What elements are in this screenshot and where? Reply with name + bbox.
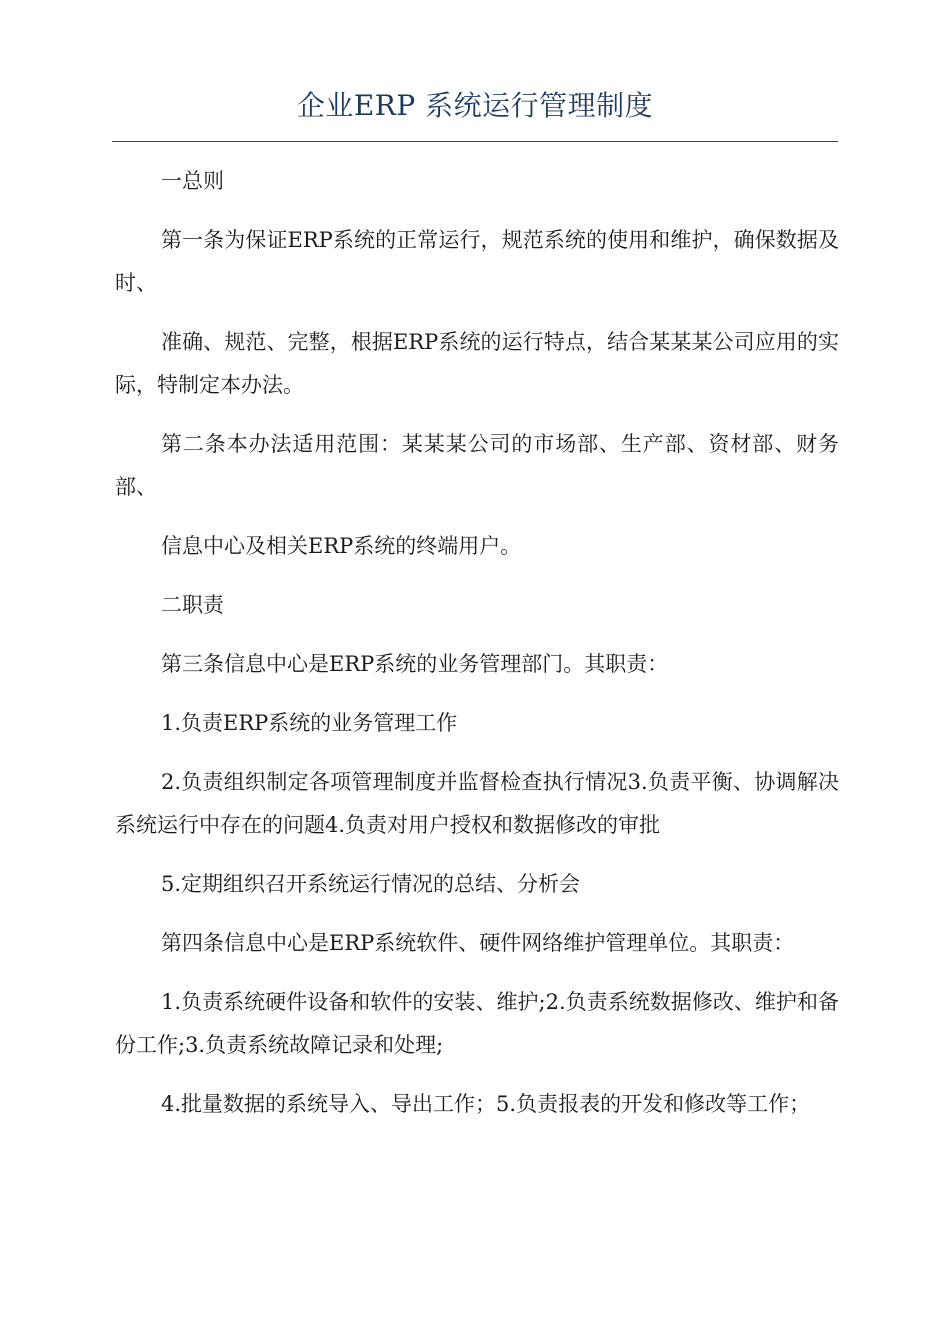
document-body <box>115 160 839 1142</box>
document-title: 企业ERP 系统运行管理制度 <box>296 89 654 122</box>
article-2-paragraph: 第二条本办法适用范围：某某某公司的市场部、生产部、资材部、财务部、 <box>115 432 839 499</box>
article-4-paragraph: 第四条信息中心是ERP系统软件、硬件网络维护管理单位。其职责： <box>161 931 795 955</box>
article-3-items-2-4: 2.负责组织制定各项管理制度并监督检查执行情况3.负责平衡、协调解决系统运行中存在的问题4.负责对用户授权和数据修改的审批 <box>115 770 839 837</box>
article-2-continuation: 信息中心及相关ERP系统的终端用户。 <box>161 534 522 558</box>
article-1-paragraph: 第一条为保证ERP系统的正常运行，规范系统的使用和维护，确保数据及时、 <box>115 228 839 295</box>
article-1-continuation: 准确、规范、完整，根据ERP系统的运行特点，结合某某某公司应用的实际，特制定本办法。 <box>115 330 839 397</box>
title-divider <box>112 141 838 142</box>
article-3-item-1: 1.负责ERP系统的业务管理工作 <box>161 711 458 735</box>
article-4-items-1-3: 1.负责系统硬件设备和软件的安装、维护;2.负责系统数据修改、维护和备份工作;3.负责系统故障记录和处理; <box>115 990 839 1057</box>
article-3-item-5: 5.定期组织召开系统运行情况的总结、分析会 <box>161 872 581 896</box>
article-4-items-4-5: 4.批量数据的系统导入、导出工作；5.负责报表的开发和修改等工作； <box>161 1092 811 1116</box>
section-heading-general: 一总则 <box>161 169 224 193</box>
section-heading-duties: 二职责 <box>161 593 224 617</box>
article-3-paragraph: 第三条信息中心是ERP系统的业务管理部门。其职责： <box>161 652 669 676</box>
